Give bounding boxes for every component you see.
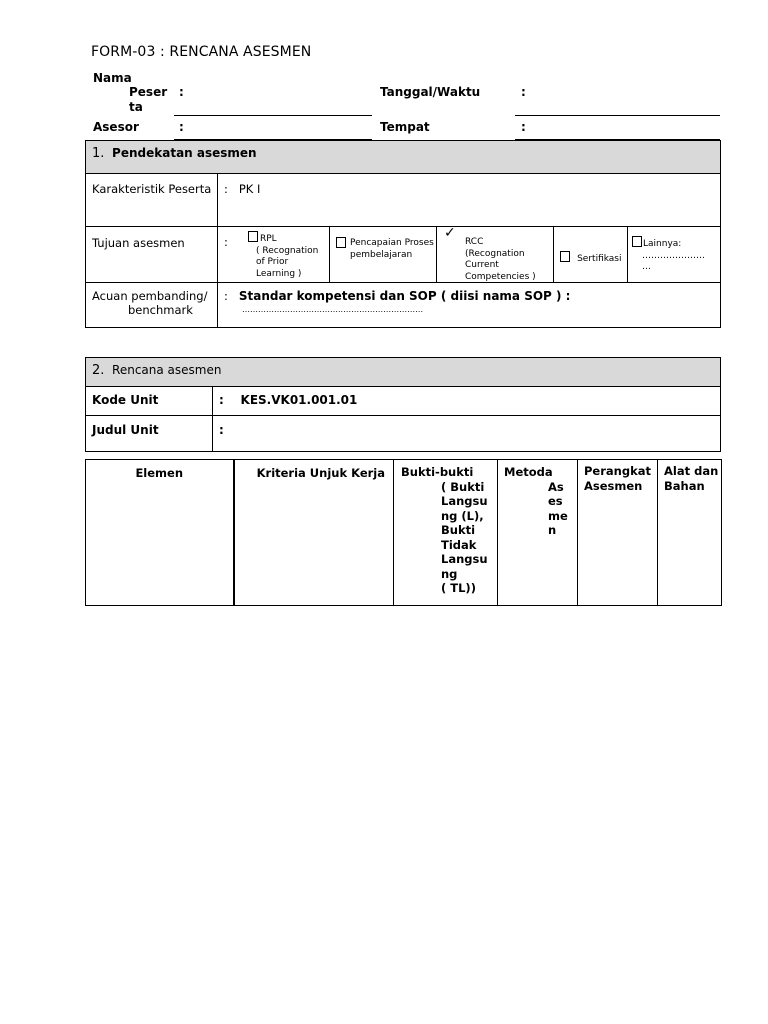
tujuan-label: Tujuan asesmen <box>86 227 218 283</box>
bukti-line: Langsu <box>441 494 488 508</box>
karakteristik-label: Karakteristik Peserta <box>86 174 218 227</box>
karakteristik-colon: : <box>224 182 228 196</box>
bukti-line: Tidak <box>441 537 477 552</box>
metoda-line: n <box>548 523 557 537</box>
perangkat-line: Perangkat <box>584 464 651 478</box>
karakteristik-value: PK I <box>238 182 261 196</box>
section1-heading: Pendekatan asesmen <box>112 146 257 160</box>
karakteristik-cell <box>218 174 721 227</box>
asesor-colon: : <box>179 120 184 134</box>
judul-colon: : <box>219 423 224 437</box>
kriteria-header: Kriteria Unjuk Kerja <box>234 460 394 606</box>
tanggal-label: Tanggal/Waktu <box>380 85 481 99</box>
bukti-line: Langsu <box>441 552 488 566</box>
lainnya-label: Lainnya: <box>643 239 682 249</box>
pendekatan-asesmen-table <box>85 140 721 328</box>
bukti-line: Bukti-bukti <box>401 465 474 479</box>
metoda-line: es <box>548 494 563 508</box>
asesor-label: Asesor <box>93 120 139 134</box>
tempat-colon: : <box>521 120 526 134</box>
acuan-label-1: Acuan pembanding/ <box>92 289 208 303</box>
rpl-desc: ( Recognation of Prior Learning ) <box>256 245 319 279</box>
form-title: FORM-03 : RENCANA ASESMEN <box>91 44 312 60</box>
checkmark-icon: ✓ <box>444 225 456 241</box>
plan-table <box>85 459 722 606</box>
acuan-cell <box>218 283 721 328</box>
nama-colon: : <box>179 85 184 99</box>
kode-unit-label: Kode Unit <box>86 387 213 416</box>
section2-header <box>86 358 721 387</box>
bukti-header <box>394 460 498 606</box>
metoda-line: As <box>548 479 564 494</box>
option-pencapaian[interactable] <box>329 227 436 282</box>
option-lainnya[interactable] <box>627 227 720 282</box>
option-rpl[interactable] <box>246 227 329 282</box>
section2-number: 2. <box>92 363 105 378</box>
kode-unit-cell <box>213 387 721 416</box>
bukti-line: Bukti <box>441 523 476 537</box>
nama-label-1: Nama <box>93 71 132 85</box>
alat-header <box>658 460 722 606</box>
tempat-label: Tempat <box>380 120 430 134</box>
bukti-line: ng (L), <box>441 508 484 523</box>
sertifikasi-label: Sertifikasi <box>577 254 622 264</box>
sertifikasi-checkbox-icon[interactable] <box>560 251 570 262</box>
acuan-label-2: benchmark <box>128 303 193 317</box>
acuan-label <box>86 283 218 328</box>
rpl-title: RPL <box>260 234 277 244</box>
kode-unit-value: KES.VK01.001.01 <box>240 393 358 407</box>
section2-heading: Rencana asesmen <box>112 363 222 377</box>
acuan-colon: : <box>224 289 228 303</box>
lainnya-dots: ………………… <box>642 250 705 261</box>
acuan-value: Standar kompetensi dan SOP ( diisi nama SOP ) : <box>238 289 571 303</box>
judul-unit-cell <box>213 416 721 452</box>
rpl-checkbox-icon[interactable] <box>248 231 258 242</box>
elemen-header: Elemen <box>86 460 234 606</box>
perangkat-header <box>578 460 658 606</box>
perangkat-line: Asesmen <box>584 478 643 493</box>
bukti-line: ( TL)) <box>441 581 476 595</box>
judul-unit-label: Judul Unit <box>86 416 213 452</box>
kode-colon: : <box>219 393 224 407</box>
option-sertifikasi[interactable] <box>553 227 627 282</box>
tujuan-colon: : <box>224 235 228 249</box>
rcc-title: RCC <box>465 237 484 247</box>
metoda-header <box>498 460 578 606</box>
section1-header <box>86 141 721 174</box>
option-rcc[interactable] <box>436 227 553 282</box>
metoda-line: Metoda <box>504 465 553 479</box>
tanggal-field[interactable] <box>515 115 720 116</box>
section1-number: 1. <box>92 146 105 161</box>
pencapaian-checkbox-icon[interactable] <box>336 237 346 248</box>
acuan-dots: ………………………………..………………………… <box>242 305 424 314</box>
tujuan-cell <box>218 227 721 283</box>
rcc-desc: (Recognation Current Competencies ) <box>465 248 536 282</box>
lainnya-checkbox-icon[interactable] <box>632 236 642 247</box>
bukti-line: ( Bukti <box>441 479 485 494</box>
pencapaian-label: Pencapaian Proses pembelajaran <box>350 238 434 260</box>
metoda-line: me <box>548 508 568 523</box>
alat-line: Alat dan <box>664 464 719 478</box>
nama-label-3: ta <box>129 100 143 114</box>
nama-field[interactable] <box>174 115 372 116</box>
lainnya-dots-2: … <box>642 262 651 272</box>
nama-label-2: Peser <box>129 85 168 99</box>
bukti-line: ng <box>441 566 458 581</box>
tanggal-colon: : <box>521 85 526 99</box>
alat-line: Bahan <box>664 478 705 493</box>
rencana-asesmen-table <box>85 357 721 452</box>
